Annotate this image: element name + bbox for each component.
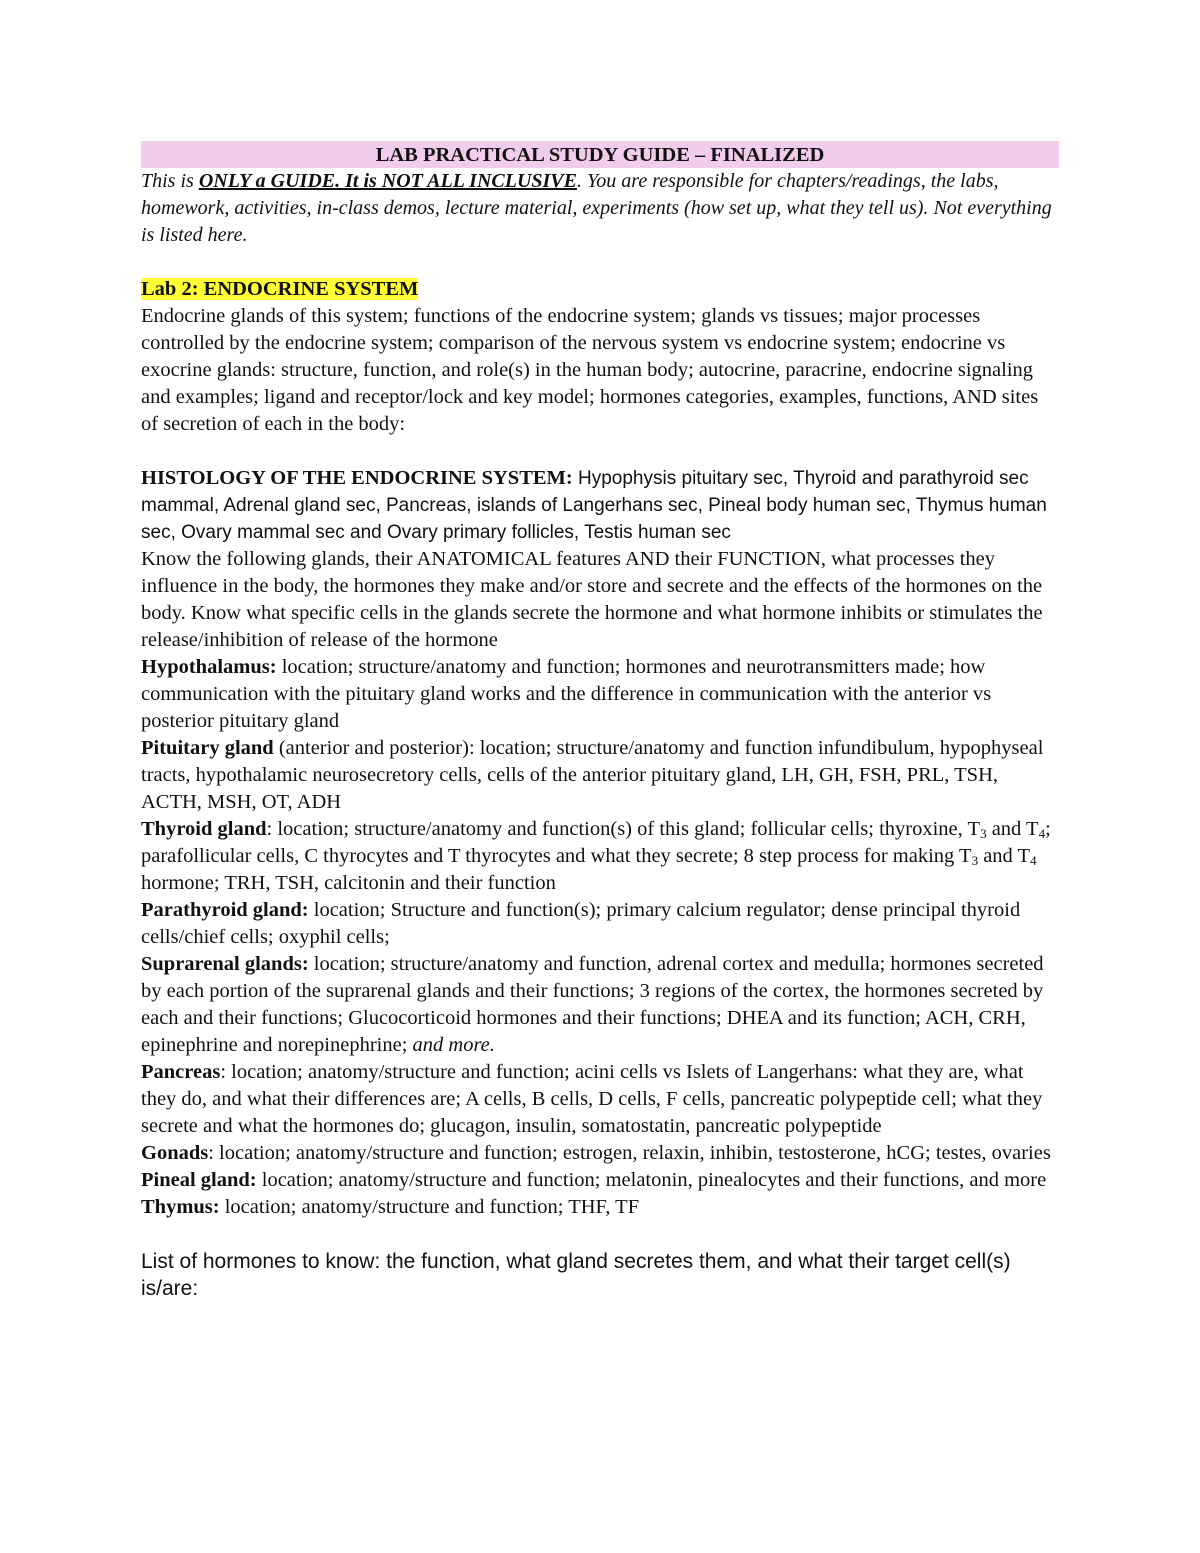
gland-pancreas: [141, 1059, 1059, 1140]
spacer: [141, 438, 1059, 465]
gland-text: : location; anatomy/structure and function; acini cells vs Islets of Langerhans: what they are, what they do, and what their differences are; A cells, B cells, D cells, F cells, pancreatic polypeptide cell; what they secrete and what the hormones do; glucagon, insulin, somatostatin, pancreatic polypeptide: [141, 1061, 1043, 1137]
gland-text: and T: [986, 818, 1039, 840]
intro-paragraph: [141, 168, 1059, 249]
histology-label: HISTOLOGY OF THE ENDOCRINE SYSTEM:: [141, 467, 573, 489]
histology-paragraph: [141, 465, 1059, 546]
hormone-list-paragraph: List of hormones to know: the function, what gland secretes them, and what their target cell(s) is/are:: [141, 1250, 1011, 1300]
subscript: 3: [980, 826, 987, 841]
gland-text: : location; structure/anatomy and function(s) of this gland; follicular cells; thyroxine, T: [266, 818, 981, 840]
lab-heading-text: Lab 2: ENDOCRINE SYSTEM: [141, 278, 419, 300]
gland-text: : location; anatomy/structure and function; estrogen, relaxin, inhibin, testosterone, hCG; testes, ovaries: [208, 1142, 1051, 1164]
intro-text-1: This is: [141, 170, 199, 192]
gland-gonads: [141, 1140, 1059, 1167]
gland-text: location; Structure and function(s); primary calcium regulator; dense principal thyroid cells/chief cells; oxyphil cells;: [141, 899, 1021, 948]
spacer: [141, 249, 1059, 276]
gland-text: hormone; TRH, TSH, calcitonin and their function: [141, 872, 556, 894]
gland-label: Suprarenal glands:: [141, 953, 309, 975]
gland-label: Gonads: [141, 1142, 209, 1164]
intro-text-2: . You are responsible for chapters/readings, the labs, homework, activities, in-class demos, lecture material, experiments (how set up, what they tell us). Not everything is listed here.: [141, 170, 1052, 246]
intro-emphasis: ONLY a GUIDE. It is NOT ALL INCLUSIVE: [198, 170, 577, 192]
subscript: 4: [1030, 853, 1037, 868]
gland-text-italic: and more.: [412, 1034, 495, 1056]
subscript: 3: [971, 853, 979, 868]
gland-label: Pineal gland:: [141, 1169, 257, 1191]
gland-parathyroid: [141, 897, 1059, 951]
gland-label: Hypothalamus:: [141, 656, 277, 678]
gland-text: location; anatomy/structure and function; melatonin, pinealocytes and their functions, and more: [256, 1169, 1047, 1191]
gland-label: Pituitary gland: [141, 737, 274, 759]
gland-text: (anterior and posterior): location; structure/anatomy and function infundibulum, hypophyseal tracts, hypothalamic neurosecretory cells, cells of the anterior pituitary gland, LH, GH, FSH, PRL, TSH, ACTH, MSH, OT, ADH: [141, 737, 1044, 813]
histology-text: Hypophysis pituitary sec, Thyroid and parathyroid sec mammal, Adrenal gland sec, Pancreas, islands of Langerhans sec, Pineal body human sec, Thymus human sec, Ovary mammal sec and Ovary primary follicles, Testis human sec: [141, 468, 1047, 543]
gland-text: location; structure/anatomy and function; hormones and neurotransmitters made; how communication with the pituitary gland works and the difference in communication with the anterior vs posterior pituitary gland: [141, 656, 992, 732]
gland-thyroid: [141, 816, 1059, 897]
gland-pineal: [141, 1167, 1059, 1194]
gland-label: Thymus:: [141, 1196, 220, 1218]
gland-thymus: [141, 1194, 1059, 1221]
document-body: [141, 141, 1059, 1302]
gland-text: location; structure/anatomy and function, adrenal cortex and medulla; hormones secreted by each portion of the suprarenal glands and their functions; 3 regions of the cortex, the hormones secreted by each and their functions; Glucocorticoid hormones and their functions; DHEA and its function; ACH, CRH, epinephrine and norepinephrine;: [141, 953, 1044, 1056]
gland-label: Thyroid gland: [141, 818, 267, 840]
lab-heading: [141, 276, 1059, 303]
gland-text: ; parafollicular cells, C thyrocytes and T thyrocytes and what they secrete; 8 step process for making T: [141, 818, 1051, 867]
gland-suprarenal: [141, 951, 1059, 1059]
overview-paragraph: Endocrine glands of this system; functions of the endocrine system; glands vs tissues; major processes controlled by the endocrine system; comparison of the nervous system vs endocrine system; endocrine vs exocrine glands: structure, function, and role(s) in the human body; autocrine, paracrine, endocrine signaling and examples; ligand and receptor/lock and key model; hormones categories, examples, functions, AND sites of secretion of each in the body:: [141, 305, 1039, 435]
spacer: [141, 1221, 1059, 1248]
gland-label: Pancreas: [141, 1061, 221, 1083]
subscript: 4: [1038, 826, 1046, 841]
document-title: LAB PRACTICAL STUDY GUIDE – FINALIZED: [141, 141, 1059, 168]
gland-hypothalamus: [141, 654, 1059, 735]
gland-text: location; anatomy/structure and function; THF, TF: [219, 1196, 640, 1218]
gland-label: Parathyroid gland:: [141, 899, 309, 921]
gland-pituitary: [141, 735, 1059, 816]
know-glands-paragraph: Know the following glands, their ANATOMICAL features AND their FUNCTION, what processes they influence in the body, the hormones they make and/or store and secrete and the effects of the hormones on the body. Know what specific cells in the glands secrete the hormone and what hormone inhibits or stimulates the release/inhibition of release of the hormone: [141, 548, 1043, 651]
gland-text: and T: [978, 845, 1031, 867]
